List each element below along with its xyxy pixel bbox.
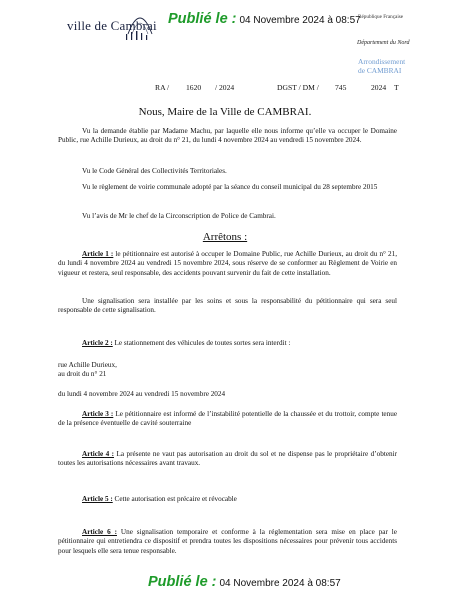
article-6-label: Article 6 : (82, 528, 117, 536)
article-3 (58, 410, 397, 429)
arretons-heading: Arrêtons : (202, 231, 248, 243)
ra-label: RA / (155, 83, 170, 92)
article-3-text: Le pétitionnaire est informé de l’instabilité potentielle de la chaussée et du trottoir, compte tenue de la présence éventuelle de cavité souterraine (58, 410, 398, 428)
vu-code: Vu le Code Général des Collectivités Territoriales. (82, 167, 227, 175)
article-2-dates: du lundi 4 novembre 2024 au vendredi 15 novembre 2024 (58, 390, 226, 398)
dgst-label: DGST / DM / (277, 83, 319, 92)
article-6-text: Une signalisation temporaire et conforme à la réglementation sera mise en place par le pétitionnaire qui entretiendra ce dispositif et prendra toutes les dispositions nécessaires pour prévenir tous accidents pour lesquels elle sera tenue responsable. (58, 528, 397, 555)
article-2-address-number: au droit du n° 21 (58, 370, 107, 378)
article-1-text: le pétitionnaire est autorisé à occuper le Domaine Public, rue Achille Durieux, au droit du n° 21, du lundi 4 novembre 2024 au vendredi 15 novembre 2024, sous réserve de se conformer au Règlement de Voirie en vigueur et restera, seul responsable, des accidents pouvant survenir du fait de cette installation. (58, 250, 398, 277)
article-2-address-street: rue Achille Durieux, (58, 361, 117, 369)
article-5-label: Article 5 : (82, 495, 113, 503)
republique-label: République Française (358, 14, 404, 20)
article-1-label: Article 1 : (82, 250, 114, 258)
article-5-text: Cette autorisation est précaire et révocable (112, 495, 237, 503)
dgst-suffix: T (394, 83, 399, 92)
article-1-signalisation: Une signalisation sera installée par les soins et sous la responsabilité du pétitionnaire qui sera seul responsable de cette signalisation. (58, 297, 397, 315)
stamp-label: Publié le : (148, 574, 217, 590)
vu-demande: Vu la demande établie par Madame Machu, par laquelle elle nous informe qu’elle va occuper le Domaine Public, rue Achille Durieux, au droit du n° 21, du lundi 4 novembre 2024 au vendredi 15 novembre 2024. (58, 127, 397, 145)
page-title: Nous, Maire de la Ville de CAMBRAI. (138, 106, 312, 118)
article-2 (58, 339, 397, 348)
article-4-text: La présente ne vaut pas autorisation au droit du sol et ne dispense pas le propriétaire d’obtenir toutes les autorisations nécessaires avant travaux. (58, 450, 397, 468)
publication-stamp-top (168, 11, 361, 27)
vu-avis: Vu l’avis de Mr le chef de la Circonscription de Police de Cambrai. (82, 212, 276, 220)
publication-stamp-bottom (148, 574, 341, 590)
city-logo-text: ville de Cambrai (67, 18, 157, 33)
ra-year: / 2024 (215, 83, 235, 92)
vu-reglement: Vu le règlement de voirie communale adopté par la séance du conseil municipal du 28 septembre 2015 (82, 183, 378, 191)
article-3-label: Article 3 : (82, 410, 114, 418)
article-4-label: Article 4 : (82, 450, 115, 458)
dgst-year: 2024 (371, 83, 387, 92)
ra-number: 1620 (186, 83, 202, 92)
stamp-date: 04 Novembre 2024 à 08:57 (219, 578, 341, 589)
article-6 (58, 528, 397, 556)
departement-label: Département du Nord (357, 40, 410, 46)
article-5 (58, 495, 397, 504)
article-1 (58, 250, 397, 278)
arrondissement-name: de CAMBRAI (358, 66, 402, 75)
dgst-number: 745 (335, 83, 347, 92)
article-2-label: Article 2 : (82, 339, 113, 347)
stamp-label: Publié le : (168, 11, 237, 27)
stamp-date: 04 Novembre 2024 à 08:57 (239, 15, 361, 26)
article-4 (58, 450, 397, 469)
arrondissement-label: Arrondissement (358, 57, 406, 66)
article-2-text: Le stationnement des véhicules de toutes sortes sera interdit : (112, 339, 291, 347)
